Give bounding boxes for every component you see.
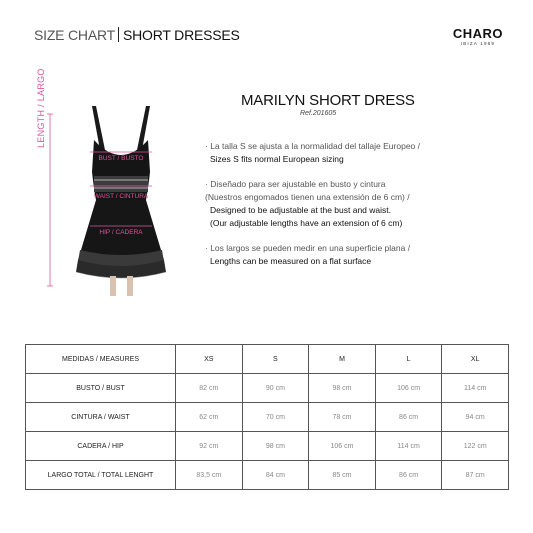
product-title: MARILYN SHORT DRESS <box>241 92 415 109</box>
dress-shape <box>76 106 166 296</box>
measure-value: 62 cm <box>176 403 243 432</box>
table-header-row <box>26 345 509 374</box>
note-spanish: · Los largos se pueden medir en una superficie plana / <box>205 243 411 253</box>
size-header: M <box>309 345 376 374</box>
measure-value: 86 cm <box>375 403 442 432</box>
note-item <box>205 178 505 230</box>
measures-header: MEDIDAS / MEASURES <box>26 345 176 374</box>
measure-value: 94 cm <box>442 403 509 432</box>
size-header: S <box>242 345 309 374</box>
size-header: L <box>375 345 442 374</box>
note-english: (Our adjustable lengths have an extension of 6 cm) <box>210 218 403 228</box>
bust-label: BUST / BUSTO <box>98 155 144 162</box>
header-divider <box>118 27 119 42</box>
table-row <box>26 461 509 490</box>
note-spanish: · La talla S se ajusta a la normalidad del tallaje Europeo / <box>205 141 420 151</box>
dress-illustration <box>30 100 180 300</box>
size-table <box>25 344 509 490</box>
measure-label: CADERA / HIP <box>26 432 176 461</box>
measure-value: 87 cm <box>442 461 509 490</box>
product-ref: Ref.201605 <box>300 110 337 117</box>
measure-value: 82 cm <box>176 374 243 403</box>
measure-value: 86 cm <box>375 461 442 490</box>
hip-label: HIP / CADERA <box>99 229 143 236</box>
note-item <box>205 242 505 268</box>
waist-label: WAIST / CINTURA <box>93 193 149 200</box>
brand-logo <box>453 26 503 46</box>
note-spanish: (Nuestros engomados tienen una extensión de 6 cm) / <box>205 192 410 202</box>
measure-value: 92 cm <box>176 432 243 461</box>
measure-value: 106 cm <box>309 432 376 461</box>
measure-value: 98 cm <box>309 374 376 403</box>
note-item <box>205 140 505 166</box>
table-row <box>26 403 509 432</box>
length-label: LENGTH / LARGO <box>36 68 46 148</box>
note-english: Lengths can be measured on a flat surface <box>210 256 372 266</box>
category-label: SHORT DRESSES <box>122 27 240 43</box>
size-header: XS <box>176 345 243 374</box>
note-spanish: · Diseñado para ser ajustable en busto y cintura <box>205 179 386 189</box>
measure-value: 122 cm <box>442 432 509 461</box>
brand-tagline: IBIZA 1989 <box>460 41 496 46</box>
table-row <box>26 432 509 461</box>
size-header: XL <box>442 345 509 374</box>
size-notes <box>205 140 505 280</box>
measure-label: CINTURA / WAIST <box>26 403 176 432</box>
measure-label: LARGO TOTAL / TOTAL LENGHT <box>26 461 176 490</box>
measure-value: 85 cm <box>309 461 376 490</box>
measure-value: 114 cm <box>442 374 509 403</box>
brand-name: CHARO <box>452 26 503 41</box>
measure-value: 98 cm <box>242 432 309 461</box>
measure-value: 83,5 cm <box>176 461 243 490</box>
note-english: Sizes S fits normal European sizing <box>210 154 344 164</box>
note-english: Designed to be adjustable at the bust and waist. <box>210 205 391 215</box>
table-row <box>26 374 509 403</box>
measure-value: 106 cm <box>375 374 442 403</box>
page-header <box>34 27 240 43</box>
measure-value: 114 cm <box>375 432 442 461</box>
size-chart-label: SIZE CHART <box>34 27 115 43</box>
measure-value: 78 cm <box>309 403 376 432</box>
measure-value: 84 cm <box>242 461 309 490</box>
measure-label: BUSTO / BUST <box>26 374 176 403</box>
measure-value: 70 cm <box>242 403 309 432</box>
length-measure-line <box>47 114 53 286</box>
measure-value: 90 cm <box>242 374 309 403</box>
